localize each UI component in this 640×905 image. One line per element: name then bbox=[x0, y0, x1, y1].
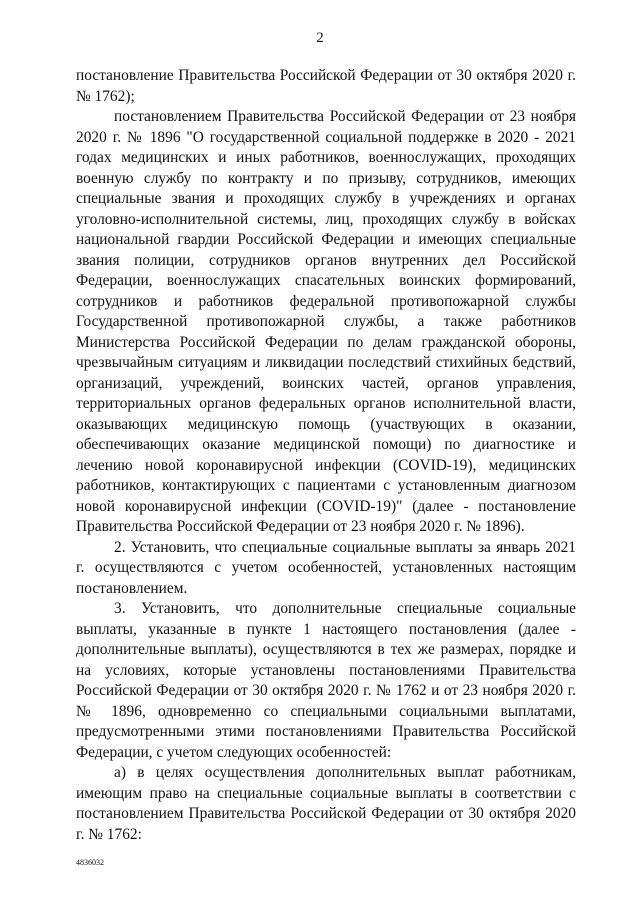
paragraph-item-3a: а) в целях осуществления дополнительных выплат работникам, имеющим право на специальные социальные выплаты в соответствии с постановлением Правительства Российской Федерации от 30 октября 2020 г. № 1762: bbox=[76, 764, 576, 843]
document-code: 4836032 bbox=[76, 858, 104, 867]
paragraph-resolution-1896: постановлением Правительства Российской Федерации от 23 ноября 2020 г. № 1896 "О государственной социальной поддержке в 2020 - 2021 годах медицинских и иных работников, военнослужащих, проходящих военную службу по контракту и по призыву, сотрудников, имеющих специальные звания и проходящих службу в учреждениях и органах уголовно-исполнительной системы, лиц, проходящих службу в войсках национальной гвардии Российской Федерации и имеющих специальные звания полиции, сотрудников органов внутренних дел Российской Федерации, военнослужащих спасательных воинских формирований, сотрудников и работников федеральной противопожарной службы Государственной противопожарной службы, а также работников Министерства Российской Федерации по делам гражданской обороны, чрезвычайным ситуациям и ликвидации последствий стихийных бедствий, организаций, учреждений, воинских частей, органов управления, территориальных органов федеральных органов исполнительной власти, оказывающих медицинскую помощь (участвующих в оказании, обеспечивающих оказание медицинской помощи) по диагностике и лечению новой коронавирусной инфекции (COVID-19), медицинских работников, контактирующих с пациентами с установленным диагнозом новой коронавирусной инфекции (COVID-19)" (далее - постановление Правительства Российской Федерации от 23 ноября 2020 г. № 1896). bbox=[76, 108, 576, 535]
document-body bbox=[76, 66, 576, 845]
page-number: 2 bbox=[316, 30, 324, 46]
paragraph-item-2: 2. Установить, что специальные социальные выплаты за январь 2021 г. осуществляются с учетом особенностей, установленных настоящим постановлением. bbox=[76, 538, 576, 597]
paragraph-continuation: постановление Правительства Российской Федерации от 30 октября 2020 г. № 1762); bbox=[76, 67, 576, 105]
paragraph-item-3: 3. Установить, что дополнительные специальные социальные выплаты, указанные в пункте 1 настоящего постановления (далее - дополнительные выплаты), осуществляются в тех же размерах, порядке и на условиях, которые установлены постановлениями Правительства Российской Федерации от 30 октября 2020 г. № 1762 и от 23 ноября 2020 г. № 1896, одновременно со специальными социальными выплатами, предусмотренными этими постановлениями Правительства Российской Федерации, с учетом следующих особенностей: bbox=[76, 600, 576, 761]
